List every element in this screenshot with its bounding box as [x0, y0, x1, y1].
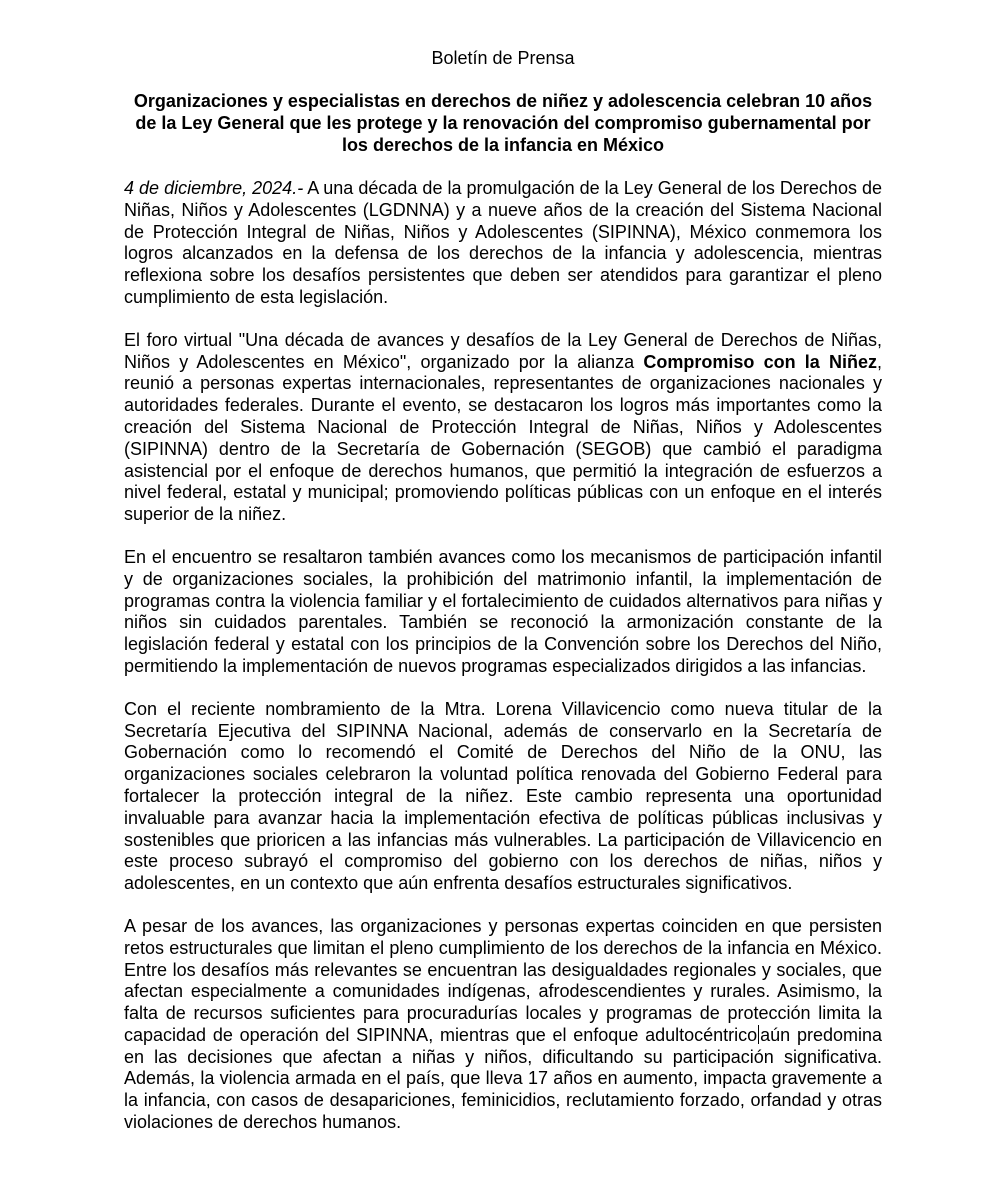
dateline: 4 de diciembre, 2024.- — [124, 178, 304, 198]
paragraph-5 — [124, 916, 882, 1134]
paragraph-2 — [124, 330, 882, 526]
document-body — [124, 46, 882, 1155]
paragraph-4: Con el reciente nombramiento de la Mtra. Lorena Villavicencio como nueva titular de la Secretaría Ejecutiva del SIPINNA Nacional, además de conservarlo en la Secretaría de Gobernación como lo recomendó el Comité de Derechos del Niño de la ONU, las organizaciones sociales celebraron la voluntad política renovada del Gobierno Federal para fortalecer la protección integral de la niñez. Este cambio representa una oportunidad invaluable para avanzar hacia la implementación efectiva de políticas públicas inclusivas y sostenibles que prioricen a las infancias más vulnerables. La participación de Villavicencio en este proceso subrayó el compromiso del gobierno con los derechos de niñas, niños y adolescentes, en un contexto que aún enfrenta desafíos estructurales significativos. — [124, 698, 882, 894]
headline: Organizaciones y especialistas en derechos de niñez y adolescencia celebran 10 años de la Ley General que les protege y la renovación del compromiso gubernamental por los derechos de la infancia en México — [133, 91, 873, 155]
paragraph-5-text-before: A pesar de los avances, las organizaciones y personas expertas coinciden en que persisten retos estructurales que limitan el pleno cumplimiento de los derechos de la infancia en México. Entre los desafíos más relevantes se encuentran las desigualdades regionales y sociales, que afectan especialmente a comunidades indígenas, afrodescendientes y rurales. Asimismo, la falta de recursos suficientes para procuradurías locales y programas de protección limita la capacidad de operación del SIPINNA, mientras que el enfoque adultocéntrico — [124, 915, 882, 1045]
paragraph-5-text-after: aún predomina en las decisiones que afectan a niñas y niños, dificultando su participación significativa. Además, la violencia armada en el país, que lleva 17 años en aumento, impacta gravemente a la infancia, con casos de desapariciones, feminicidios, reclutamiento forzado, orfandad y otras violaciones de derechos humanos. — [124, 1024, 882, 1133]
paragraph-1 — [124, 178, 882, 309]
paragraph-1-text: A una década de la promulgación de la Ley General de los Derechos de Niñas, Niños y Adolescentes (LGDNNA) y a nueve años de la creación del Sistema Nacional de Protección Integral de Niñas, Niños y Adolescentes (SIPINNA), México conmemora los logros alcanzados en la defensa de los derechos de la infancia y adolescencia, mientras reflexiona sobre los desafíos persistentes que deben ser atendidos para garantizar el pleno cumplimiento de esta legislación. — [124, 178, 883, 307]
paragraph-2-text-after: , reunió a personas expertas internacionales, representantes de organizaciones nacionales y autoridades federales. Durante el evento, se destacaron los logros más importantes como la creación del Sistema Nacional de Protección Integral de Niñas, Niños y Adolescentes (SIPINNA) dentro de la Secretaría de Gobernación (SEGOB) que cambió el paradigma asistencial por el enfoque de derechos humanos, que permitió la integración de esfuerzos a nivel federal, estatal y municipal; promoviendo políticas públicas con un enfoque en el interés superior de la niñez. — [124, 351, 883, 525]
alliance-name: Compromiso con la Niñez — [643, 351, 877, 372]
text-cursor — [758, 1025, 759, 1044]
paragraph-2-text-before: El foro virtual "Una década de avances y desafíos de la Ley General de Derechos de Niñas, Niños y Adolescentes en México", organizado por la alianza — [124, 329, 882, 372]
paragraph-3: En el encuentro se resaltaron también avances como los mecanismos de participación infantil y de organizaciones sociales, la prohibición del matrimonio infantil, la implementación de programas contra la violencia familiar y el fortalecimiento de cuidados alternativos para niñas y niños sin cuidados parentales. También se reconoció la armonización constante de la legislación federal y estatal con los principios de la Convención sobre los Derechos del Niño, permitiendo la implementación de nuevos programas especializados dirigidos a las infancias. — [124, 546, 882, 676]
document-label: Boletín de Prensa — [431, 48, 575, 68]
